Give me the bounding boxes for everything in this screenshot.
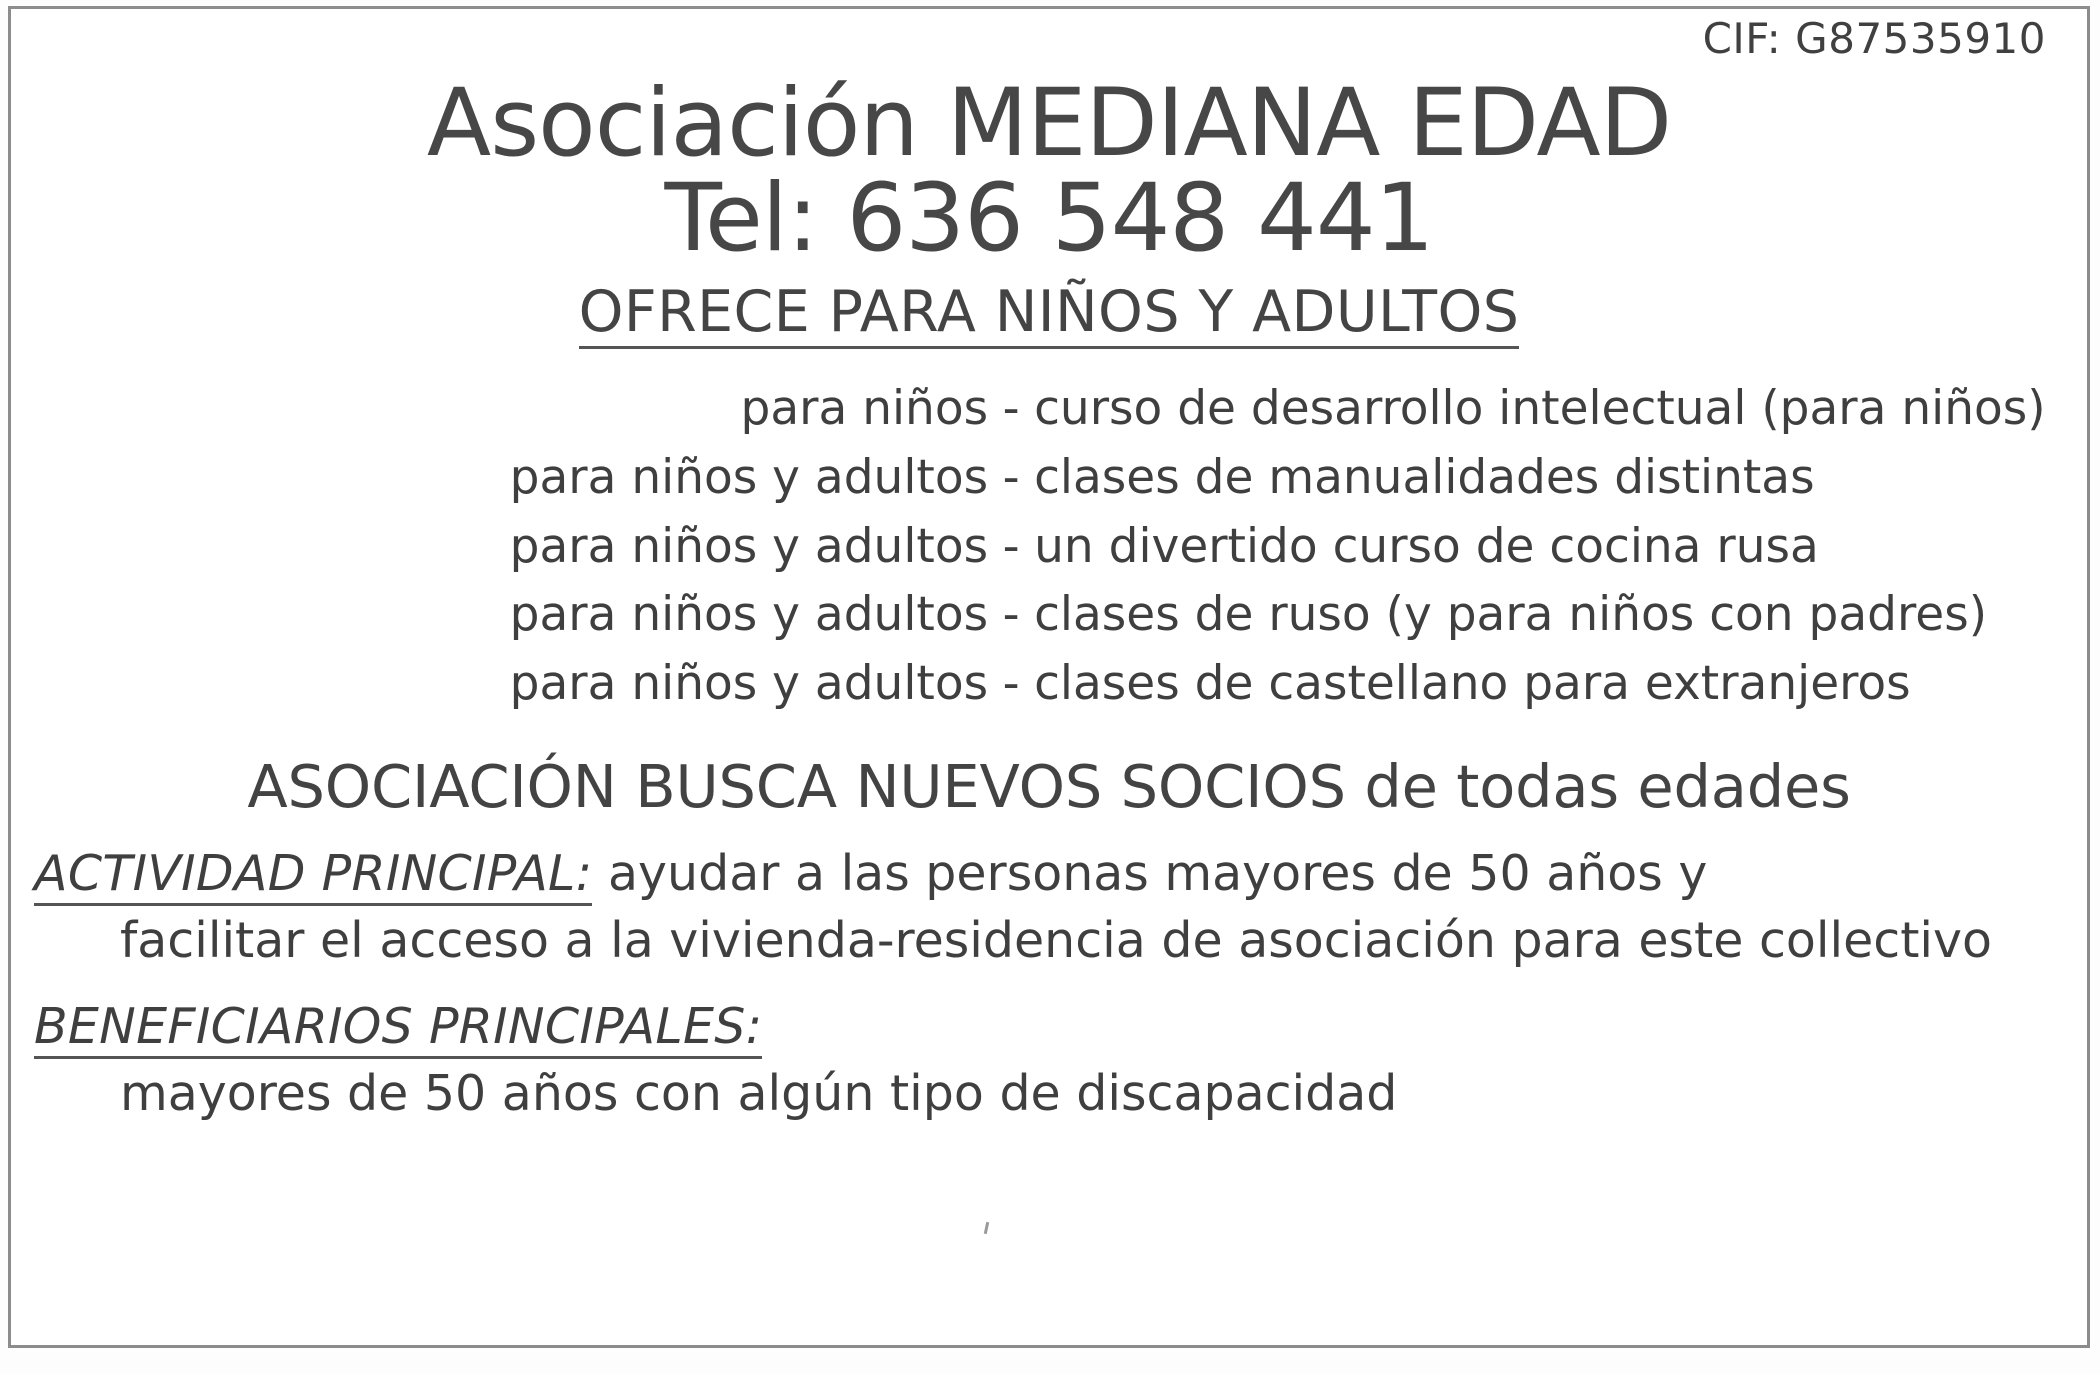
flyer-content: [8, 6, 2090, 1348]
service-audience: para niños y adultos: [509, 587, 989, 643]
organization-title: Asociación MEDIANA EDAD: [426, 69, 1672, 178]
service-description: curso de desarrollo intelectual (para niños): [1034, 381, 2046, 437]
service-description: clases de manualidades distintas: [1034, 449, 1815, 505]
service-description: clases de castellano para extranjeros: [1034, 656, 1911, 712]
activity-line: [34, 846, 2064, 903]
service-description: clases de ruso (y para niños con padres): [1034, 587, 1988, 643]
activity-text: ayudar a las personas mayores de 50 años y: [608, 844, 1708, 902]
beneficiaries-line: [34, 999, 2064, 1056]
table-row: [34, 513, 2064, 582]
membership-call: ASOCIACIÓN BUSCA NUEVOS SOCIOS de todas edades: [247, 751, 1851, 821]
offer-heading: OFRECE PARA NIÑOS Y ADULTOS: [579, 281, 1520, 349]
activity-text-line2: facilitar el acceso a la vivienda-residencia de asociación para este collectivo: [120, 911, 1993, 969]
beneficiaries-text: mayores de 50 años con algún tipo de discapacidad: [120, 1065, 1398, 1123]
services-table: [34, 375, 2064, 719]
cif-number: CIF: G87535910: [1702, 14, 2046, 63]
table-row: [34, 375, 2064, 444]
service-dash: -: [1002, 381, 1020, 437]
table-row: [34, 650, 2064, 719]
activity-block: [34, 846, 2064, 970]
service-dash: -: [1002, 656, 1020, 712]
service-dash: -: [1002, 449, 1020, 505]
table-row: [34, 581, 2064, 650]
beneficiaries-label: BENEFICIARIOS PRINCIPALES:: [34, 998, 762, 1059]
service-dash: -: [1002, 518, 1020, 574]
activity-label: ACTIVIDAD PRINCIPAL:: [34, 845, 592, 906]
service-dash: -: [1002, 587, 1020, 643]
beneficiaries-block: [34, 999, 2064, 1123]
service-audience: para niños y adultos: [509, 518, 989, 574]
table-row: [34, 444, 2064, 513]
offer-heading-wrap: [34, 281, 2064, 349]
phone-number: Tel: 636 548 441: [664, 163, 1434, 273]
service-description: un divertido curso de cocina rusa: [1034, 518, 1819, 574]
service-audience: para niños y adultos: [509, 656, 989, 712]
service-audience: para niños y adultos: [509, 449, 989, 505]
service-audience: para niños: [740, 381, 989, 437]
